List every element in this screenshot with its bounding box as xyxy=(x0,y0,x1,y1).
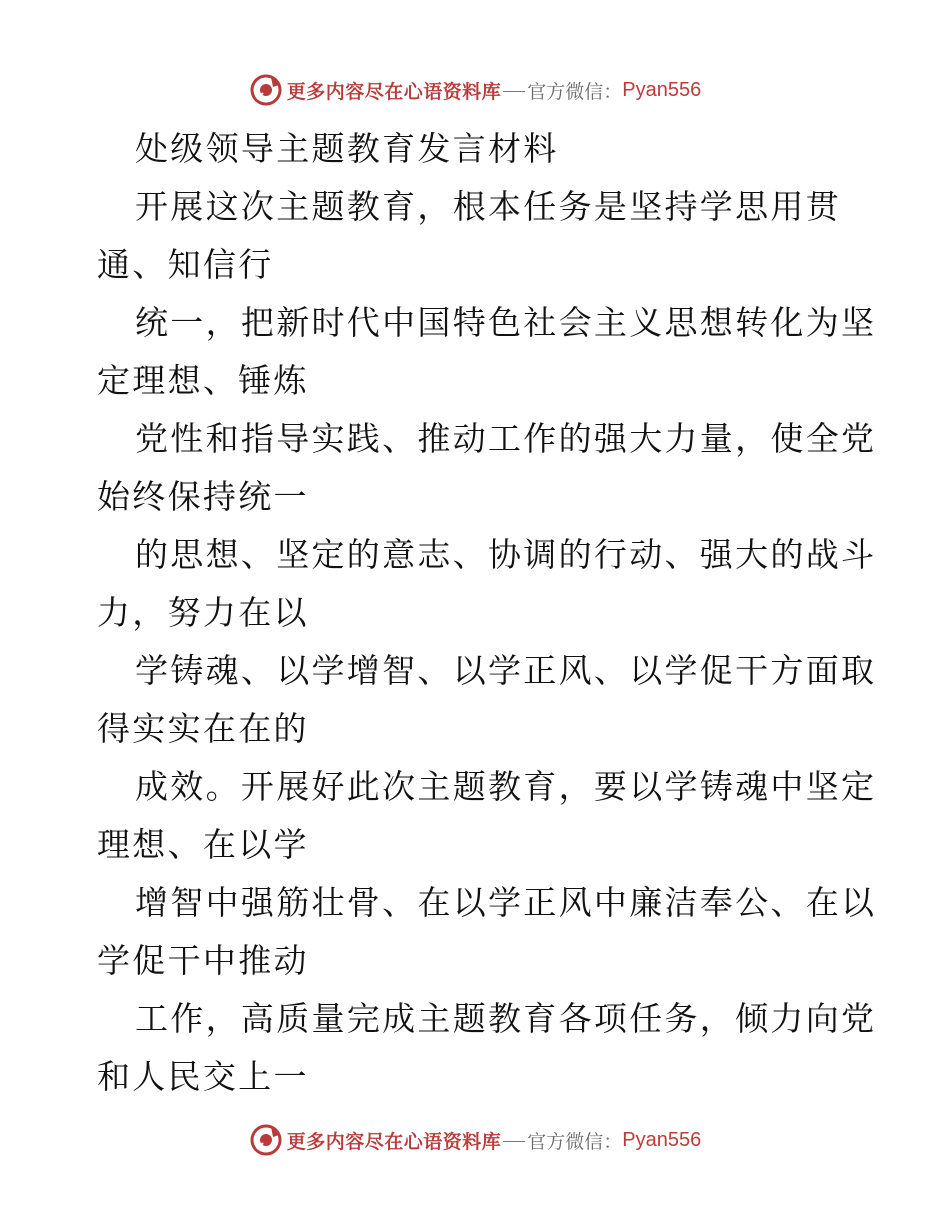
logo-icon xyxy=(249,73,283,107)
banner-main-text: 更多内容尽在心语资料库 xyxy=(286,1130,502,1153)
header-banner xyxy=(0,70,950,110)
paragraph-line: 理想、在以学 xyxy=(97,825,309,864)
paragraph-line: 党性和指导实践、推动工作的强大力量，使全党 xyxy=(135,419,877,458)
paragraph-line: 增智中强筋壮骨、在以学正风中廉洁奉公、在以 xyxy=(135,883,877,922)
paragraph-line: 开展这次主题教育，根本任务是坚持学思用贯 xyxy=(135,187,841,226)
paragraph-line: 定理想、锤炼 xyxy=(97,361,309,400)
paragraph-line: 始终保持统一 xyxy=(97,477,309,516)
banner-wechat-id: Pyan556 xyxy=(622,1128,702,1151)
paragraph-line: 工作，高质量完成主题教育各项任务，倾力向党 xyxy=(135,999,877,1038)
paragraph-line: 统一，把新时代中国特色社会主义思想转化为坚 xyxy=(135,303,877,342)
paragraph-line: 成效。开展好此次主题教育，要以学铸魂中坚定 xyxy=(135,767,877,806)
paragraph-line: 通、知信行 xyxy=(97,245,274,284)
paragraph-line: 学铸魂、以学增智、以学正风、以学促干方面取 xyxy=(135,651,877,690)
footer-banner xyxy=(0,1120,950,1160)
paragraph-line: 的思想、坚定的意志、协调的行动、强大的战斗 xyxy=(135,535,877,574)
paragraph-line: 和人民交上一 xyxy=(97,1057,309,1096)
banner-wechat-id: Pyan556 xyxy=(622,78,702,101)
paragraph-line: 学促干中推动 xyxy=(97,941,309,980)
banner-sub-text: 官方微信： xyxy=(527,80,623,103)
paragraph-line: 力，努力在以 xyxy=(97,593,309,632)
logo-icon xyxy=(249,1123,283,1157)
banner-sub-text: 官方微信： xyxy=(527,1130,623,1153)
document-title: 处级领导主题教育发言材料 xyxy=(135,129,559,168)
paragraph-line: 得实实在在的 xyxy=(97,709,309,748)
banner-dash xyxy=(503,91,525,92)
document-body xyxy=(97,120,877,1106)
banner-dash xyxy=(503,1141,525,1142)
banner-main-text: 更多内容尽在心语资料库 xyxy=(286,80,502,103)
